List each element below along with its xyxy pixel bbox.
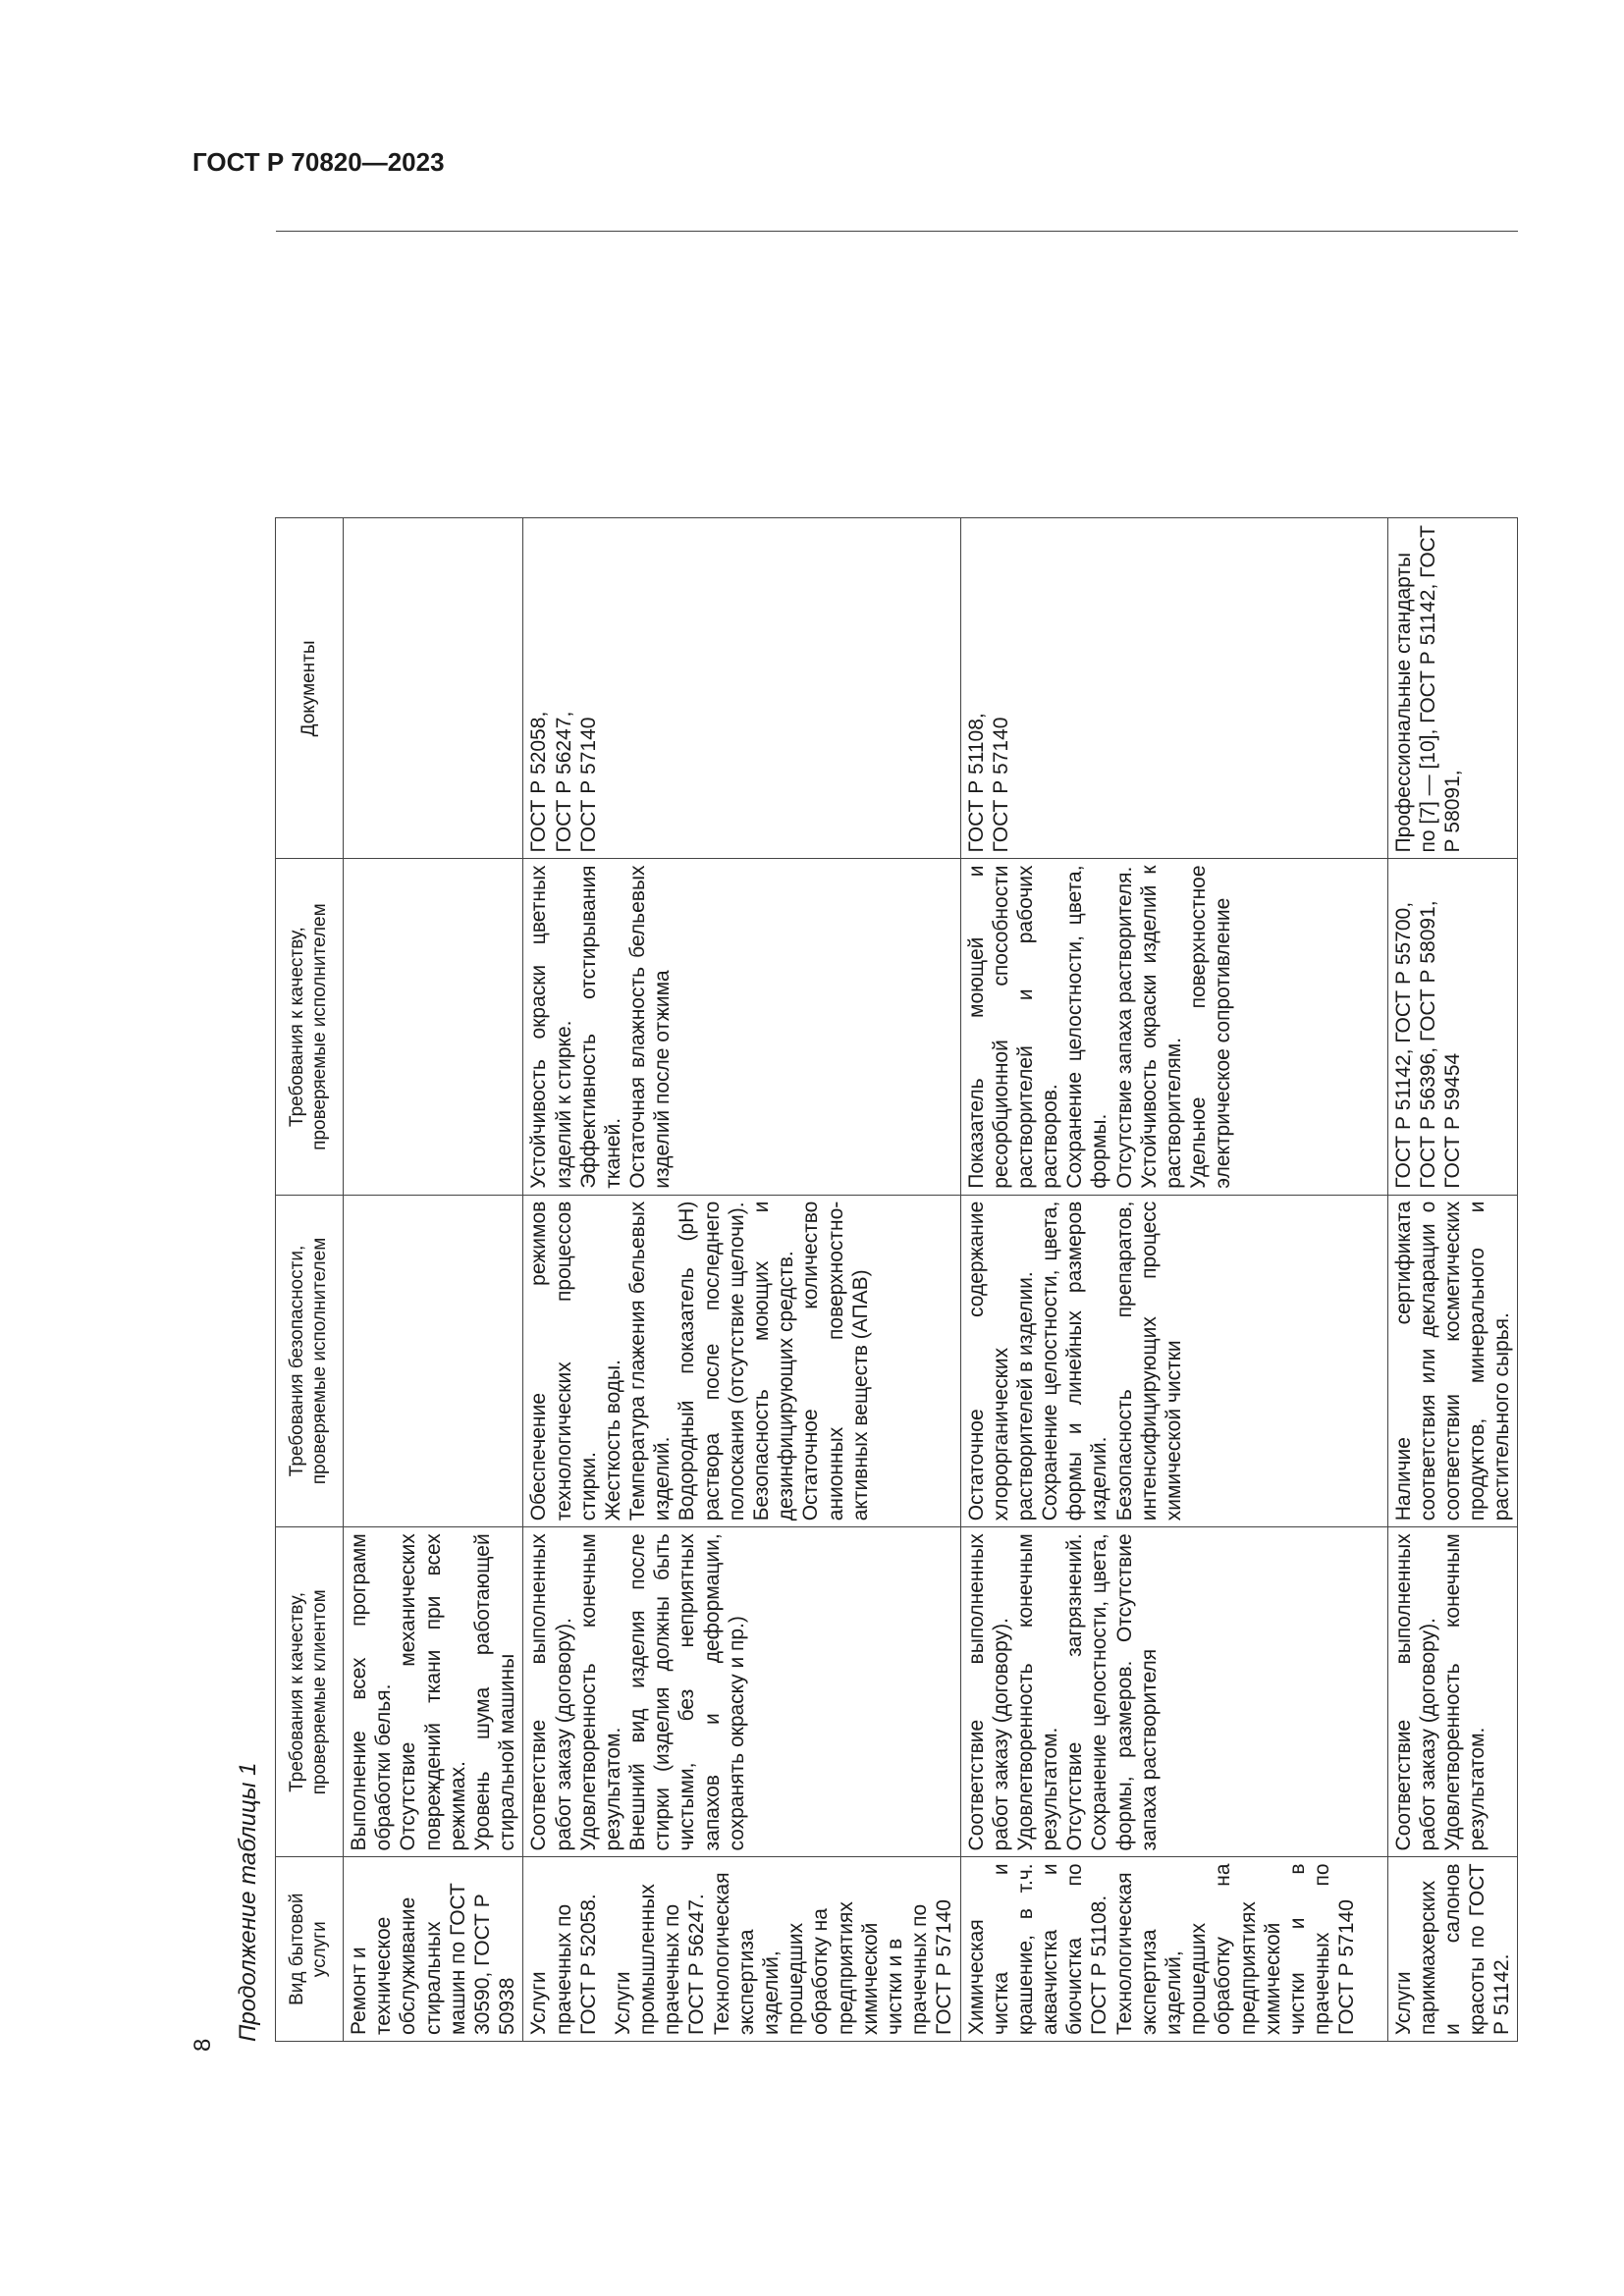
header-safety: Требования безопасности, проверяемые исполнителем <box>276 1195 344 1527</box>
table-header-row <box>276 232 344 2042</box>
cell-safety: Обеспечение режимов технологических процессов стирки. Жесткость воды. Температура глажения бельевых изделий. Водородный показатель (pH) раствора после последнего полоскания (отсутствие щелочи). Безопасность моющих и дезинфицирующих средств. Остаточное количество анионных поверхностно-активных веществ (АПАВ) <box>523 1195 960 1527</box>
cell-safety: Наличие сертификата соответствия или декларации о соответствии косметических продуктов, минерального и растительного сырья. <box>1387 1195 1518 1527</box>
service-industrial-laundry: Услуги промышленных прачечных по ГОСТ Р 56247. Технологическая экспертиза изделий, прошедших обработку на предприятиях химической чистки и в прачечных по ГОСТ Р 57140 <box>611 1872 956 2035</box>
cell-documents: Профессиональные стандарты по [7] — [10], ГОСТ Р 51142, ГОСТ Р 58091, <box>1387 518 1518 859</box>
service-laundry: Услуги прачечных по ГОСТ Р 52058. <box>527 1894 600 2035</box>
table-row <box>1387 232 1518 2042</box>
table-row <box>960 232 1387 2042</box>
services-requirements-table <box>275 231 1518 2042</box>
header-client-quality: Требования к качеству, проверяемые клиентом <box>276 1527 344 1857</box>
cell-client-quality: Выполнение всех программ обработки белья. Отсутствие механических повреждений ткани при всех режимах. Уровень шума работающей стиральной машины <box>344 1527 523 1857</box>
cell-safety: Остаточное содержание хлорорганических растворителей в изделии. Сохранение целостности, цвета, формы и линейных размеров изделий. Безопасность препаратов, интенсифицирующих процесс химической чистки <box>960 1195 1387 1527</box>
header-service-type: Вид бытовой услуги <box>276 1857 344 2042</box>
cell-client-quality: Соответствие выполненных работ заказу (договору). Удовлетворенность конечным результатом. Внешний вид изделия после стирки (изделия должны быть чистыми, без неприятных запахов и деформации, сохранять окраску и пр.) <box>523 1527 960 1857</box>
cell-service <box>523 1857 960 2042</box>
cell-documents: ГОСТ Р 52058, ГОСТ Р 56247, ГОСТ Р 57140 <box>523 518 960 859</box>
cell-documents: ГОСТ Р 51108, ГОСТ Р 57140 <box>960 518 1387 859</box>
cell-executor-quality: Устойчивость окраски цветных изделий к стирке. Эффективность отстирывания тканей. Остаточная влажность бельевых изделий после отжима <box>523 859 960 1195</box>
table-caption: Продолжение таблицы 1 <box>235 1762 261 2042</box>
cell-executor-quality <box>344 859 523 1195</box>
page-number: 8 <box>189 2038 216 2052</box>
cell-service: Ремонт и техническое обслуживание стиральных машин по ГОСТ 30590, ГОСТ Р 50938 <box>344 1857 523 2042</box>
cell-client-quality: Соответствие выполненных работ заказу (договору). Удовлетворенность конечным результатом. Отсутствие загрязнений. Сохранение целостности, цвета, формы, размеров. Отсутствие запаха растворителя <box>960 1527 1387 1857</box>
cell-documents <box>344 518 523 859</box>
header-spacer <box>276 232 344 518</box>
table-row <box>523 232 960 2042</box>
table-row <box>344 232 523 2042</box>
cell-executor-quality: Показатель моющей и ресорбционной способности растворителей и рабочих растворов. Сохранение целостности, цвета, формы. Отсутствие запаха растворителя. Устойчивость окраски изделий к растворителям. Удельное поверхностное электрическое сопротивление <box>960 859 1387 1195</box>
document-standard-code: ГОСТ Р 70820—2023 <box>192 147 445 177</box>
cell-service: Химическая чистка и крашение, в т.ч. аквачистка и биочистка по ГОСТ Р 51108. Технологическая экспертиза изделий, прошедших обработку на предприятиях химической чистки и в прачечных по ГОСТ Р 57140 <box>960 1857 1387 2042</box>
cell-service: Услуги парикмахерских и салонов красоты по ГОСТ Р 51142. <box>1387 1857 1518 2042</box>
header-executor-quality: Требования к качеству, проверяемые исполнителем <box>276 859 344 1195</box>
cell-executor-quality: ГОСТ Р 51142, ГОСТ Р 55700, ГОСТ Р 56396, ГОСТ Р 58091, ГОСТ Р 59454 <box>1387 859 1518 1195</box>
cell-safety <box>344 1195 523 1527</box>
cell-client-quality: Соответствие выполненных работ заказу (договору). Удовлетворенность конечным результатом. <box>1387 1527 1518 1857</box>
rotated-table-area <box>228 231 1514 2042</box>
header-documents: Документы <box>276 518 344 859</box>
